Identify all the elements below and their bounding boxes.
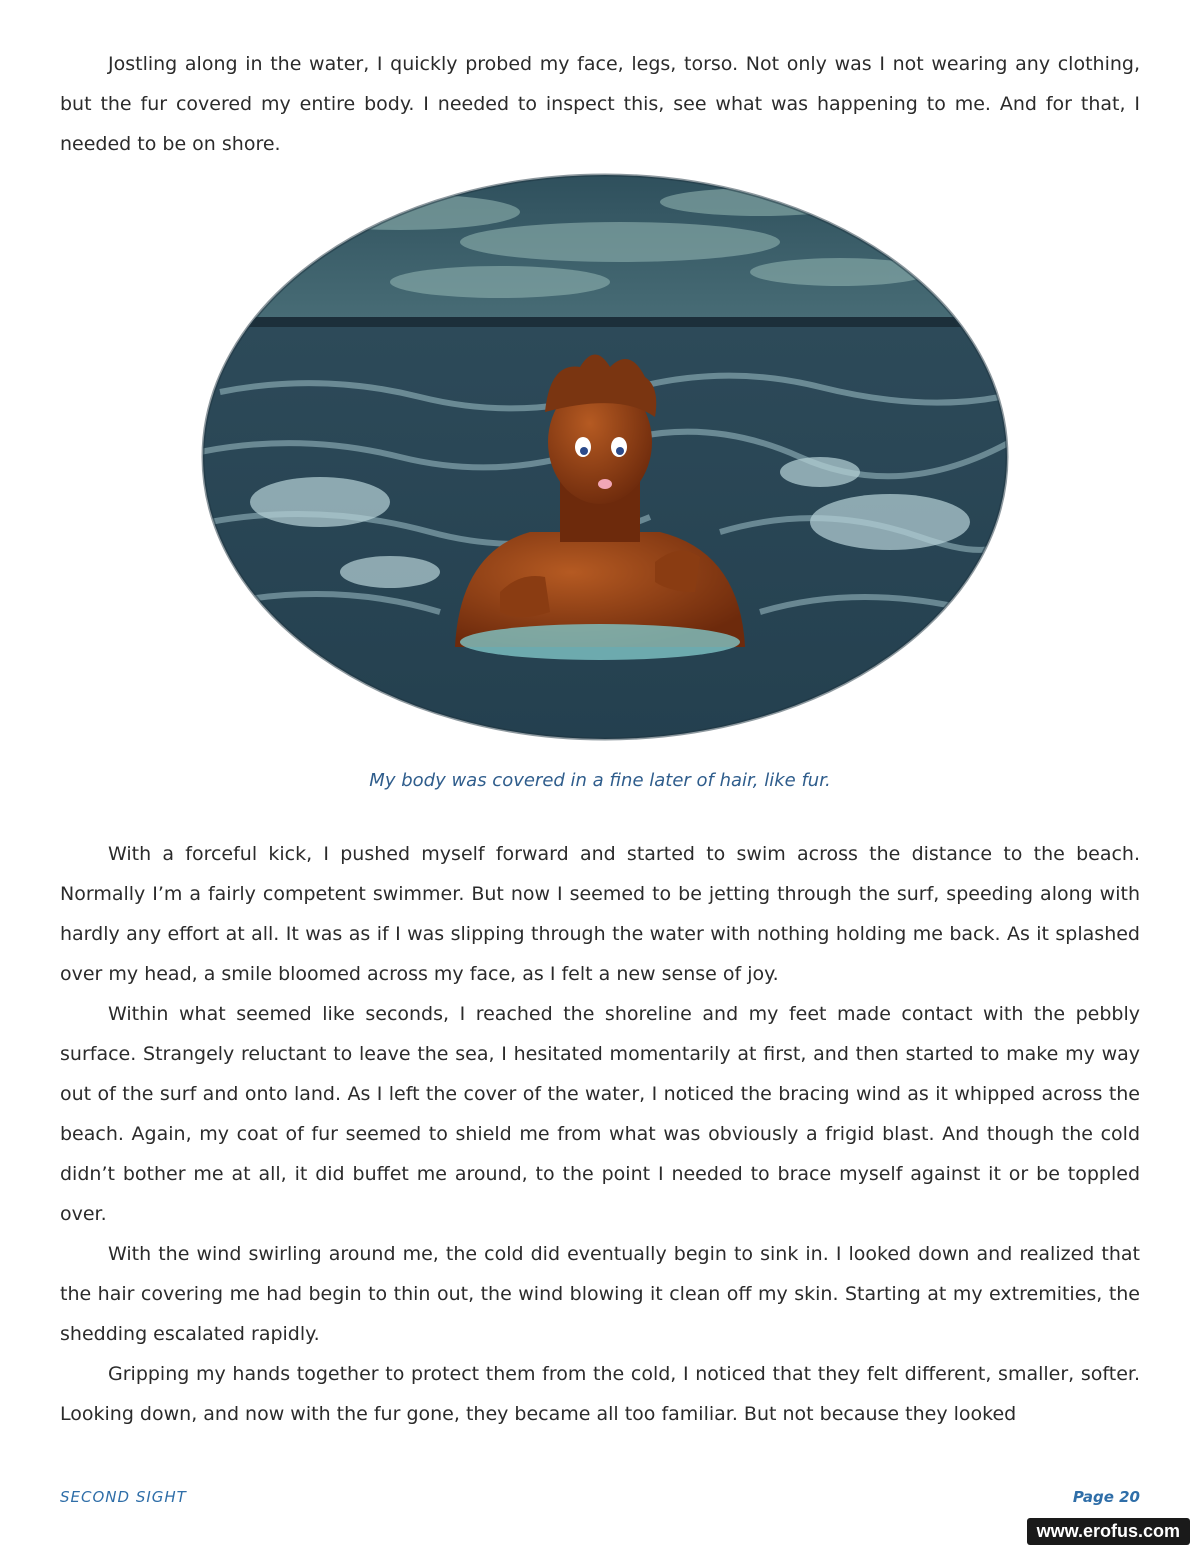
paragraph-3: Within what seemed like seconds, I reached the shoreline and my feet made contact with the pebbly surface. Strangely reluctant to leave the sea, I hesitated momentarily at first, and then started to make my way out of the surf and onto land. As I left the cover of the water, I noticed the bracing wind as it whipped across the beach. Again, my coat of fur seemed to shield me from what was obviously a frigid blast. And though the cold didn’t bother me at all, it did buffet me around, to the point I needed to brace myself against it or be toppled over. xyxy=(60,1003,1140,1225)
book-title: SECOND SIGHT xyxy=(60,1488,187,1506)
page-number: Page 20 xyxy=(1072,1488,1140,1506)
illustration-caption: My body was covered in a fine later of hair, like fur. xyxy=(369,770,831,791)
illustration-swimmer xyxy=(200,172,1010,742)
paragraph-4: With the wind swirling around me, the cold did eventually begin to sink in. I looked down and realized that the hair covering me had begin to thin out, the wind blowing it clean off my skin. Starting at my extremities, the shedding escalated rapidly. xyxy=(60,1243,1140,1345)
paragraph-5: Gripping my hands together to protect them from the cold, I noticed that they felt different, smaller, softer. Looking down, and now with the fur gone, they became all too familiar. But not because they looked xyxy=(60,1363,1140,1425)
paragraph-2: With a forceful kick, I pushed myself forward and started to swim across the distance to the beach. Normally I’m a fairly competent swimmer. But now I seemed to be jetting through the surf, speeding along with hardly any effort at all. It was as if I was slipping through the water with nothing holding me back. As it splashed over my head, a smile bloomed across my face, as I felt a new sense of joy. xyxy=(60,843,1140,985)
watermark-link[interactable]: www.erofus.com xyxy=(1027,1518,1190,1545)
paragraph-1: Jostling along in the water, I quickly probed my face, legs, torso. Not only was I not wearing any clothing, but the fur covered my entire body. I needed to inspect this, see what was happening to me. And for that, I needed to be on shore. xyxy=(60,53,1140,155)
